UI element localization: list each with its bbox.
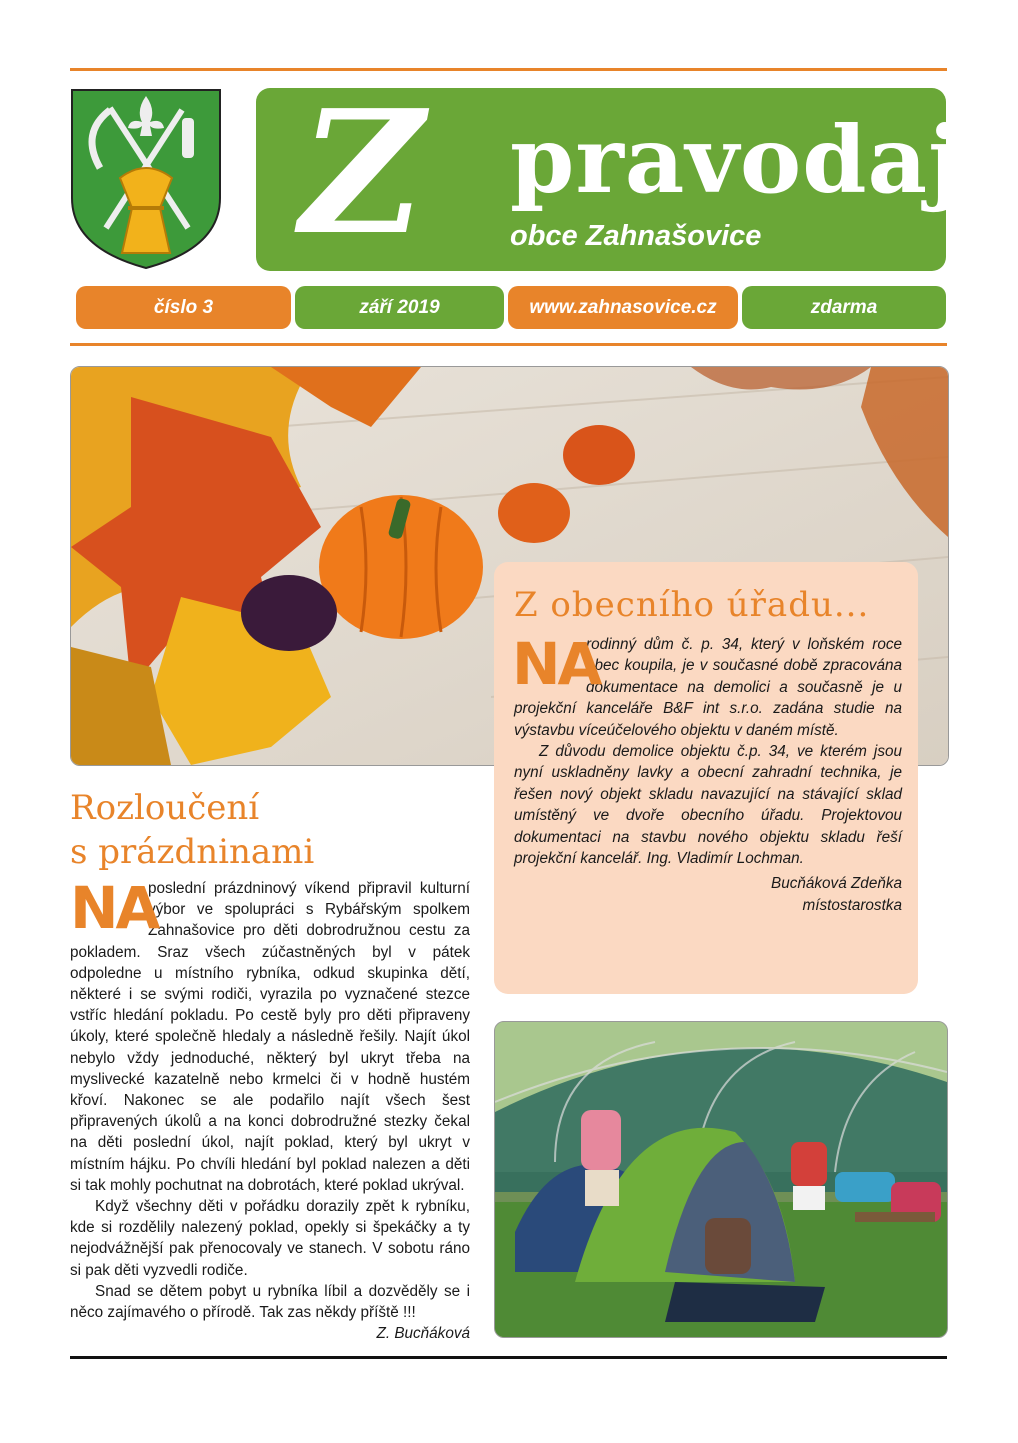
office-signature-role: místostarostka	[802, 896, 902, 914]
masthead-title	[300, 73, 963, 273]
coat-of-arms-icon	[70, 88, 222, 270]
issue-number: číslo 3	[76, 286, 291, 329]
summer-article-title	[70, 786, 314, 874]
header-rule	[70, 343, 947, 346]
office-dropcap: NA	[512, 630, 600, 698]
issue-date: září 2019	[295, 286, 504, 329]
summer-paragraph-3: Snad se dětem pobyt u rybníka líbil a dozvěděly se i něco zajímavého o přírodě. Tak zas někdy příště !!!	[70, 1282, 470, 1322]
top-rule	[70, 68, 947, 71]
summer-dropcap: NA	[70, 874, 158, 942]
summer-title-line-2: s prázdninami	[70, 832, 315, 872]
bottom-rule	[70, 1356, 947, 1359]
office-article-title: Z obecního úřadu...	[514, 585, 870, 625]
summer-paragraph-2: Když všechny děti v pořádku dorazily zpět k rybníku, kde si rozdělily nalezený poklad, opekly si špekáčky a ty nejodvážnější pak přenocovaly ve stanech. V sobotu ráno si pak děti vyzvedli rodiče.	[70, 1198, 470, 1279]
masthead-title-rest: pravodaj	[510, 106, 963, 214]
masthead-subtitle: obce Zahnašovice	[510, 220, 762, 252]
office-paragraph-1: rodinný dům č. p. 34, který v loňském roce obec koupila, je v současné době zpracována dokumentace na demolici a současně je u projekční kanceláře B&F int s.r.o. zadána studie na výstavbu víceúčelového objektu v daném místě.	[514, 636, 902, 739]
price-label: zdarma	[742, 286, 946, 329]
office-signature-name: Bucňáková Zdeňka	[771, 875, 902, 893]
summer-author: Z. Bucňáková	[376, 1325, 470, 1343]
masthead-title-initial: Z	[300, 73, 425, 273]
summer-title-line-1: Rozloučení	[70, 788, 260, 828]
camp-photo	[494, 1021, 948, 1338]
website-link[interactable]: www.zahnasovice.cz	[508, 286, 738, 329]
summer-paragraph-1: poslední prázdninový víkend připravil kulturní výbor ve spolupráci s Rybářským spolkem Zahnašovice pro děti dobrodružnou cestu za pokladem. Sraz všech zúčastněných byl v pátek odpoledne u místního rybníka, odkud skupinka dětí, některé i se svými rodiči, vyrazila po vyznačené stezce vstříc hledání pokladu. Po cestě byly pro děti připraveny úkoly, které společně hledaly a následně řešily. Najít úkol nebylo vždy jednoduché, některý byl ukryt třeba na myslivecké kazatelně nebo krmelci či v hodně hustém křoví. Nakonec se ale podařilo najít všech šest připravených úkolů a na konci dobrodružné stezky čekal na děti poslední úkol, najít poklad, který byl ukryt v místním hájku. Po chvíli hledání byl poklad nalezen a děti si tak mohly pochutnat na dobrotách, které poklad ukrýval.	[70, 880, 470, 1194]
office-paragraph-2: Z důvodu demolice objektu č.p. 34, ve kterém jsou nyní uskladněny lavky a obecní zahradní technika, je řešen nový objekt skladu navazující na stávající sklad umístěný ve dvoře obecního úřadu. Projektovou dokumentaci na stavbu nového objektu skladu řeší projekční kancelář. Ing. Vladimír Lochman.	[514, 743, 902, 868]
summer-article-body	[70, 874, 470, 1344]
